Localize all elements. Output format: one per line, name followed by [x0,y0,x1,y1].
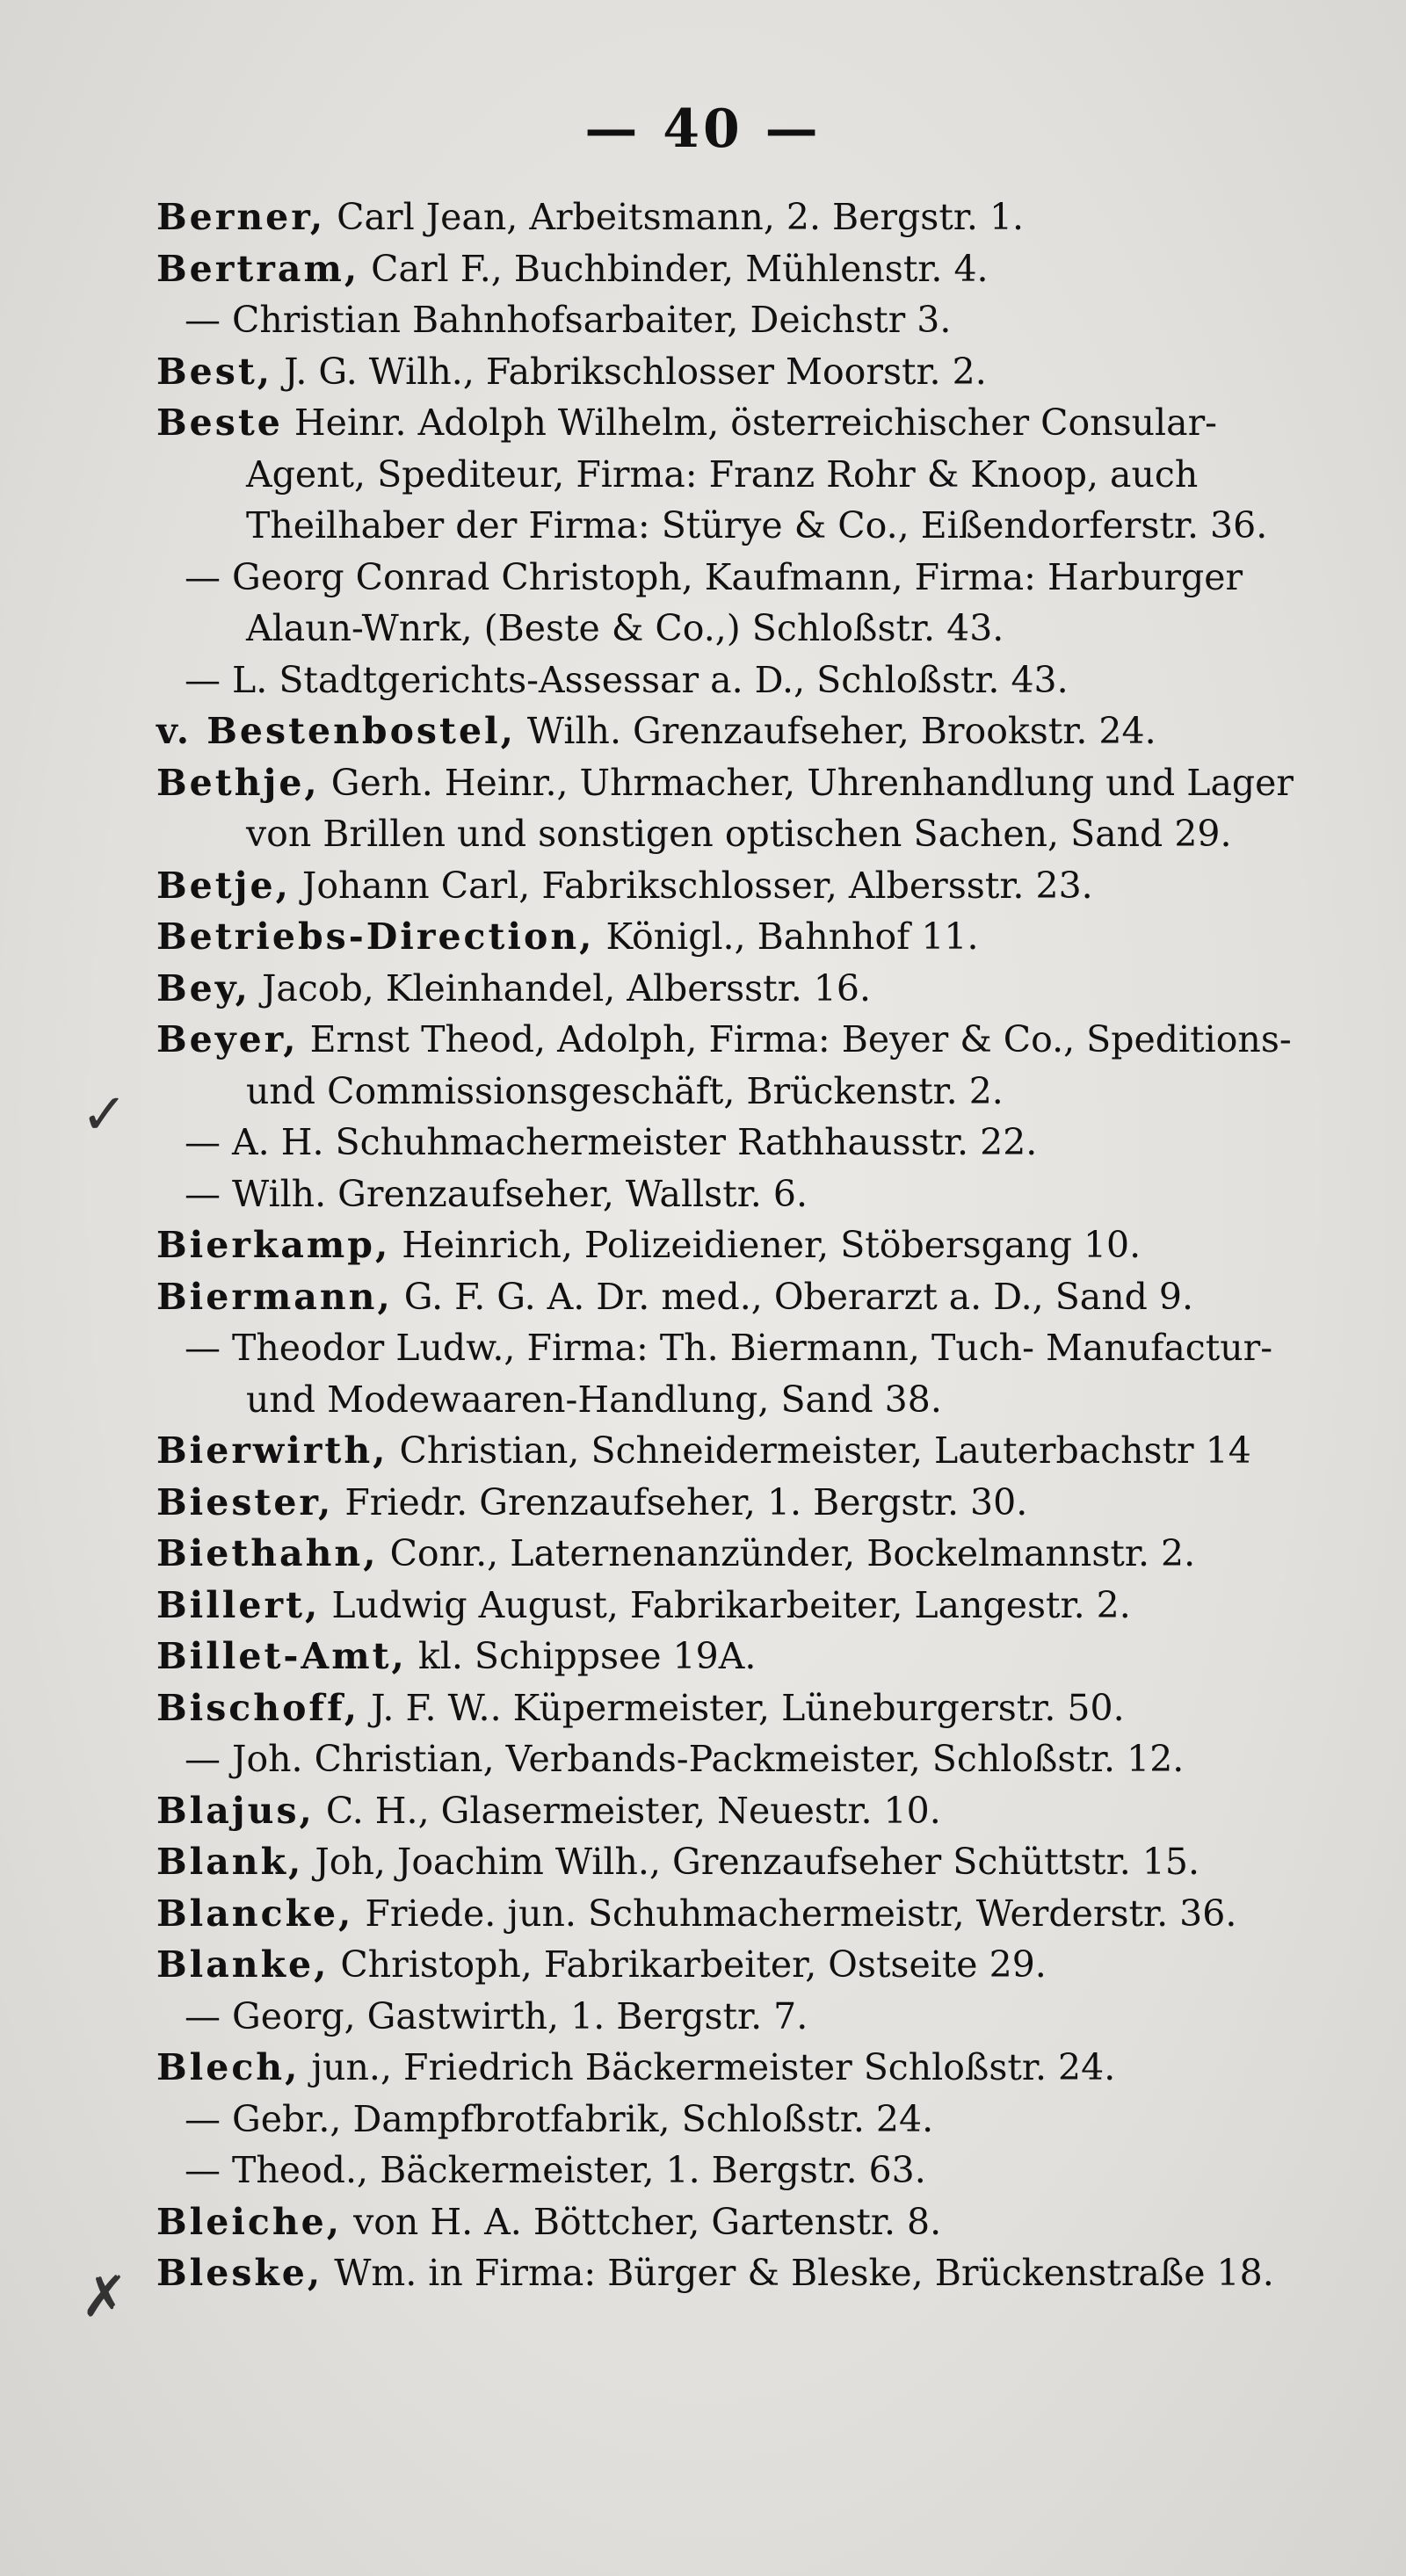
entry-details: Christian, Schneidermeister, Lauterbachstr 14 [388,1429,1251,1472]
entry-surname: Berner, [156,196,326,238]
entry-details: — Theodor Ludw., Firma: Th. Biermann, Tuch- Manufactur- und Modewaaren-Handlung, Sand 38. [185,1327,1273,1421]
entry-surname: Bierwirth, [156,1429,388,1472]
directory-entry [156,655,1299,706]
directory-entries [156,192,1299,2299]
entry-surname: Beste [156,402,283,444]
entry-surname: Betriebs-Direction, [156,915,595,958]
entry-details: C. H., Glasermeister, Neuestr. 10. [314,1789,941,1832]
directory-entry [156,1939,1299,1991]
directory-entry [156,552,1299,655]
entry-surname: Billert, [156,1583,321,1626]
entry-details: — A. H. Schuhmachermeister Rathhausstr. 22. [185,1121,1038,1163]
entry-surname: Billet-Amt, [156,1635,407,1677]
directory-entry [156,294,1299,346]
entry-details: — Theod., Bäckermeister, 1. Bergstr. 63. [185,2149,926,2191]
entry-surname: Best, [156,350,273,393]
entry-details: von H. A. Böttcher, Gartenstr. 8. [342,2200,942,2243]
directory-entry [156,757,1299,860]
page-number: — 40 — [584,98,822,160]
directory-entry [156,860,1299,912]
directory-entry [156,2042,1299,2094]
directory-entry [156,1322,1299,1425]
entry-details: kl. Schippsee 19A. [406,1635,757,1677]
entry-details: J. G. Wilh., Fabrikschlosser Moorstr. 2. [272,350,987,393]
entry-details: Conr., Laternenanzünder, Bockelmannstr. 2. [378,1532,1196,1574]
entry-surname: Bleiche, [156,2200,343,2243]
directory-entry [156,1682,1299,1734]
directory-entry [156,1477,1299,1529]
directory-entry [156,1528,1299,1580]
directory-entry [156,1785,1299,1837]
entry-details: Ernst Theod, Adolph, Firma: Beyer & Co., Speditions- und Commissionsgeschäft, Brückenstr. 2. [246,1018,1292,1112]
entry-details: Jacob, Kleinhandel, Albersstr. 16. [250,966,872,1009]
entry-details: Johann Carl, Fabrikschlosser, Albersstr. 23. [290,864,1093,907]
entry-details: Christoph, Fabrikarbeiter, Ostseite 29. [329,1943,1047,1986]
entry-details: jun., Friedrich Bäckermeister Schloßstr. 24. [300,2046,1116,2088]
entry-details: — Joh. Christian, Verbands-Packmeister, Schloßstr. 12. [185,1738,1185,1780]
entry-surname: Bierkamp, [156,1224,391,1266]
entry-details: Carl Jean, Arbeitsmann, 2. Bergstr. 1. [325,196,1025,238]
directory-entry [156,1733,1299,1785]
directory-entry [156,1631,1299,1682]
directory-entry [156,2145,1299,2196]
entry-surname: Biester, [156,1480,334,1523]
directory-entry [156,1169,1299,1220]
entry-details: — Gebr., Dampfbrotfabrik, Schloßstr. 24. [185,2097,934,2140]
entry-details: Friede. jun. Schuhmachermeistr, Werderstr. 36. [353,1892,1237,1935]
directory-entry [156,911,1299,963]
directory-entry [156,1219,1299,1271]
directory-entry [156,1888,1299,1940]
entry-details: Carl F., Buchbinder, Mühlenstr. 4. [359,247,989,290]
entry-surname: Biermann, [156,1275,393,1318]
entry-details: Ludwig August, Fabrikarbeiter, Langestr. 2. [320,1583,1131,1626]
entry-details: Joh, Joachim Wilh., Grenzaufseher Schüttstr. 15. [303,1841,1199,1883]
entry-details: — Georg, Gastwirth, 1. Bergstr. 7. [185,1994,808,2037]
entry-surname: Beyer, [156,1018,299,1060]
entry-details: Wilh. Grenzaufseher, Brookstr. 24. [515,710,1156,752]
entry-details: Heinrich, Polizeidiener, Stöbersgang 10. [390,1224,1141,1266]
directory-entry [156,346,1299,398]
entry-details: Königl., Bahnhof 11. [594,915,979,958]
directory-entry [156,243,1299,295]
entry-surname: Blank, [156,1841,304,1883]
directory-entry [156,1425,1299,1477]
directory-entry [156,192,1299,243]
directory-entry [156,1117,1299,1169]
directory-entry [156,2196,1299,2248]
margin-cross-mark: ✗ [81,2265,128,2330]
directory-entry [156,397,1299,552]
entry-details: Wm. in Firma: Bürger & Bleske, Brückenstraße 18. [323,2252,1274,2294]
entry-details: — L. Stadtgerichts-Assessar a. D., Schloßstr. 43. [185,658,1069,701]
entry-surname: Betje, [156,864,291,907]
directory-entry [156,2094,1299,2145]
margin-check-mark: ✓ [81,1082,128,1147]
entry-surname: v. Bestenbostel, [156,710,516,752]
directory-entry [156,1991,1299,2043]
directory-entry [156,963,1299,1015]
entry-surname: Bischoff, [156,1686,360,1729]
directory-entry [156,1580,1299,1632]
entry-surname: Biethahn, [156,1532,379,1574]
entry-details: Gerh. Heinr., Uhrmacher, Uhrenhandlung und Lager von Brillen und sonstigen optischen Sachen, Sand 29. [246,761,1294,855]
directory-entry [156,1271,1299,1323]
entry-details: Heinr. Adolph Wilhelm, österreichischer Consular-Agent, Spediteur, Firma: Franz Rohr & Knoop, auch Theilhaber der Firma: Stürye & Co., Eißendorferstr. 36. [246,402,1268,546]
entry-surname: Bey, [156,966,250,1009]
entry-surname: Blancke, [156,1892,354,1935]
entry-details: Friedr. Grenzaufseher, 1. Bergstr. 30. [333,1480,1028,1523]
entry-details: J. F. W.. Küpermeister, Lüneburgerstr. 50. [359,1686,1125,1729]
entry-details: — Georg Conrad Christoph, Kaufmann, Firma: Harburger Alaun-Wnrk, (Beste & Co.,) Schloßstr. 43. [185,555,1243,649]
entry-surname: Bertram, [156,247,360,290]
entry-surname: Bethje, [156,761,320,804]
entry-details: — Christian Bahnhofsarbaiter, Deichstr 3. [185,299,952,341]
directory-entry [156,2247,1299,2299]
entry-surname: Blech, [156,2046,301,2088]
directory-entry [156,1014,1299,1117]
entry-surname: Blajus, [156,1789,315,1832]
directory-entry [156,706,1299,757]
entry-surname: Blanke, [156,1943,330,1986]
entry-details: G. F. G. A. Dr. med., Oberarzt a. D., Sand 9. [392,1275,1194,1318]
entry-surname: Bleske, [156,2252,323,2294]
directory-entry [156,1836,1299,1888]
entry-details: — Wilh. Grenzaufseher, Wallstr. 6. [185,1172,808,1215]
